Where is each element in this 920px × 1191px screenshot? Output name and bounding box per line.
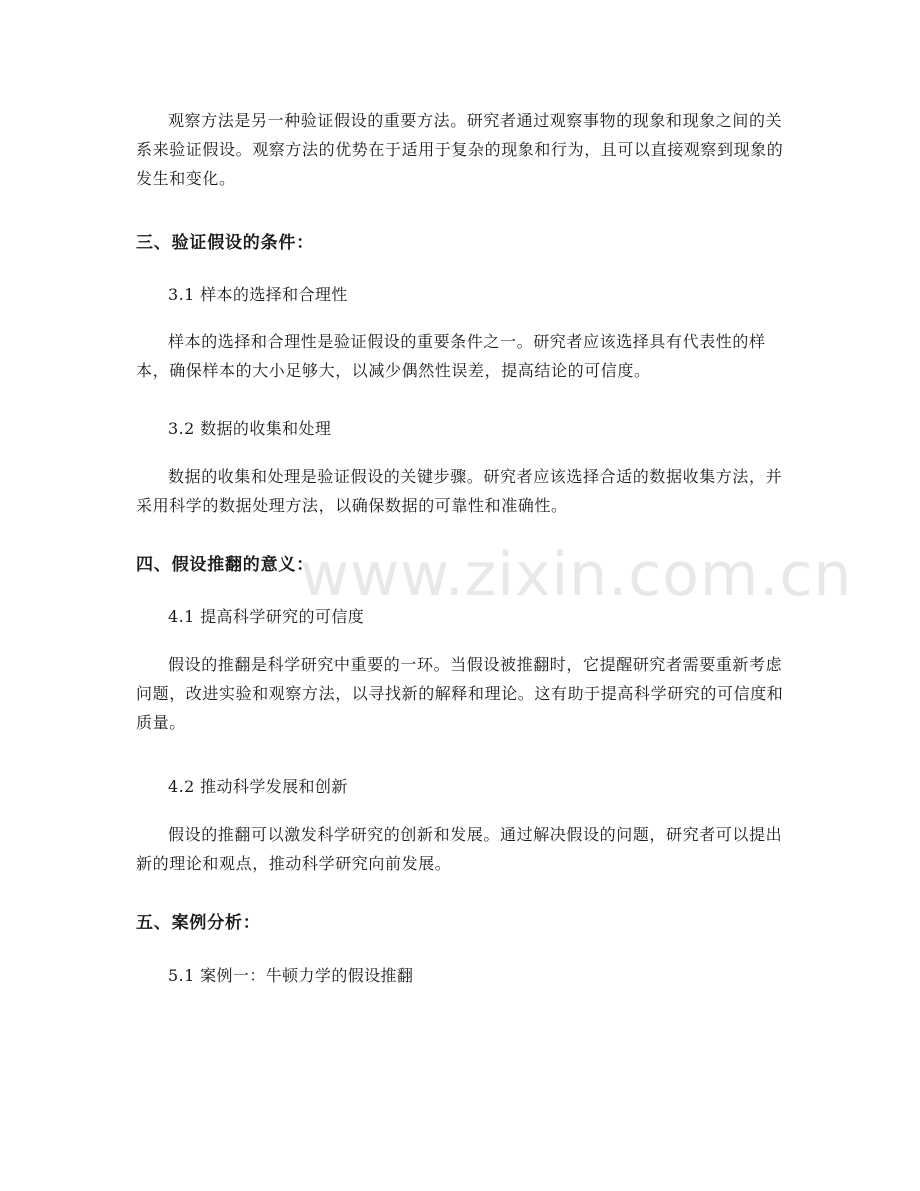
subsection-title-3-1: 3.1 样本的选择和合理性	[168, 285, 348, 304]
section-heading-3: 三、验证假设的条件：	[136, 233, 314, 253]
paragraph-3-1: 样本的选择和合理性是验证假设的重要条件之一。研究者应该选择具有代表性的样本，确保样本的大小足够大，以减少偶然性误差，提高结论的可信度。	[136, 332, 766, 380]
paragraph-4-1: 假设的推翻是科学研究中重要的一环。当假设被推翻时，它提醒研究者需要重新考虑问题，改进实验和观察方法，以寻找新的解释和理论。这有助于提高科学研究的可信度和质量。	[136, 655, 784, 732]
subsection-title-4-2: 4.2 推动科学发展和创新	[168, 777, 348, 796]
paragraph-3-2: 数据的收集和处理是验证假设的关键步骤。研究者应该选择合适的数据收集方法，并采用科学的数据处理方法，以确保数据的可靠性和准确性。	[136, 467, 783, 515]
subsection-title-5-1: 5.1 案例一：牛顿力学的假设推翻	[168, 966, 414, 985]
paragraph-4-2: 假设的推翻可以激发科学研究的创新和发展。通过解决假设的问题，研究者可以提出新的理论和观点，推动科学研究向前发展。	[136, 825, 783, 873]
subsection-title-4-1: 4.1 提高科学研究的可信度	[168, 607, 365, 626]
paragraph-observation-method: 观察方法是另一种验证假设的重要方法。研究者通过观察事物的现象和现象之间的关系来验证假设。观察方法的优势在于适用于复杂的现象和行为，且可以直接观察到现象的发生和变化。	[136, 111, 784, 188]
subsection-title-3-2: 3.2 数据的收集和处理	[168, 419, 332, 438]
watermark: www.zixin.com.cn	[300, 540, 853, 610]
section-heading-5: 五、案例分析：	[136, 913, 261, 933]
section-heading-4: 四、假设推翻的意义：	[136, 555, 314, 575]
